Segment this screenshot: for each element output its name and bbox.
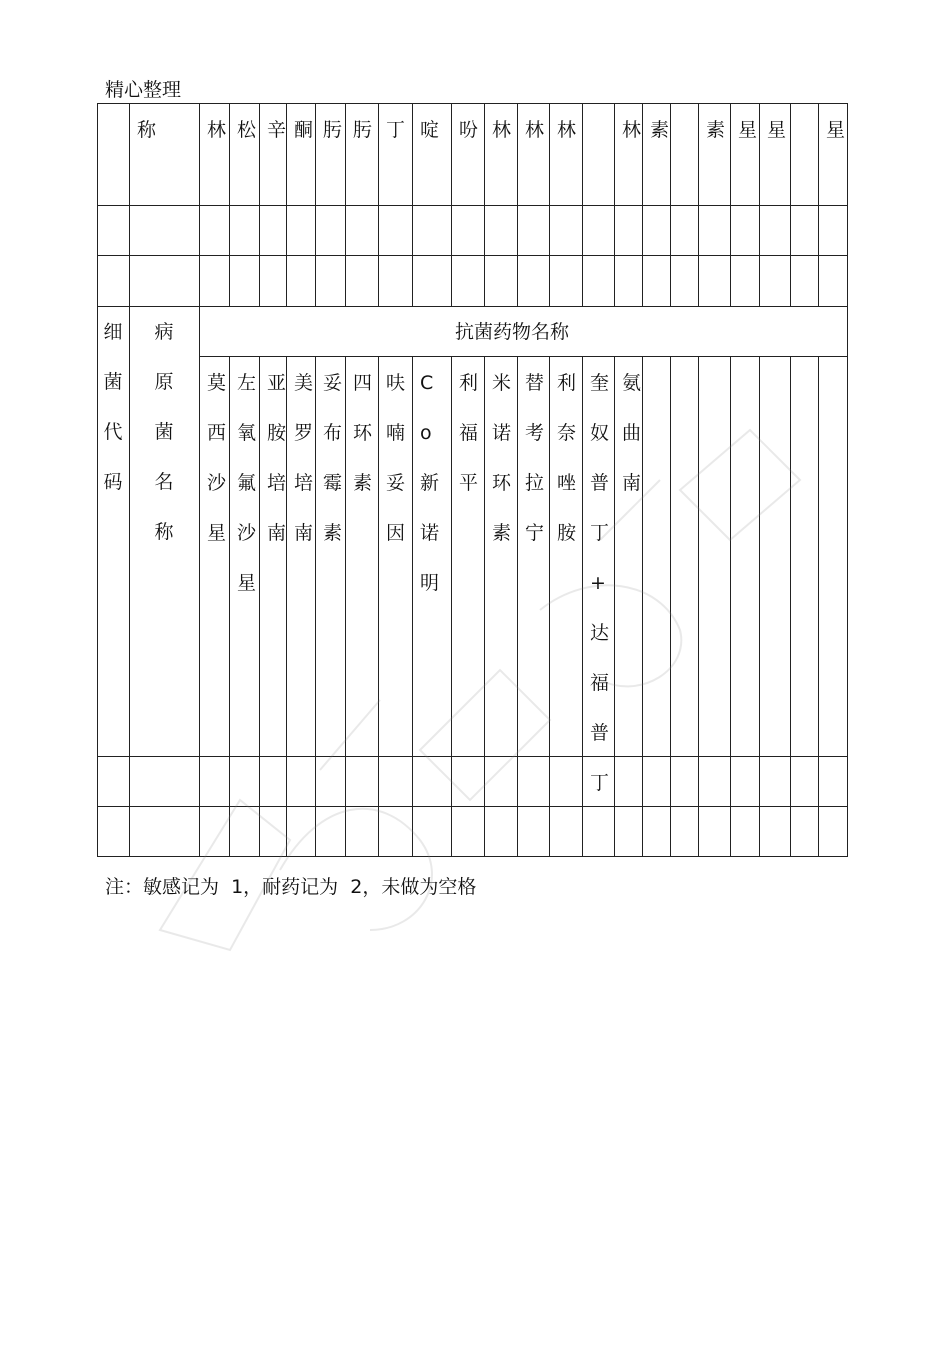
header-char: 素 — [650, 119, 670, 141]
table-col-line — [345, 103, 346, 306]
table-col-line — [759, 103, 760, 306]
table-row-line — [97, 205, 847, 206]
drug-name: 美 罗 培 南 — [294, 372, 314, 544]
table-col-line — [818, 103, 819, 306]
table-row-line — [97, 306, 847, 307]
drug-name: 替 考 拉 宁 — [525, 372, 545, 544]
header-char: 肟 — [323, 119, 343, 141]
drug-name: 左 氧 氟 沙 星 — [237, 372, 257, 594]
header-char: 酮 — [294, 119, 314, 141]
table-col-line — [670, 103, 671, 306]
table-col-line — [199, 103, 200, 857]
header-char: 林 — [622, 119, 642, 141]
pathogen-name-header: 病 原 菌 名 称 — [154, 321, 174, 543]
drug-name: 呋 喃 妥 因 — [386, 372, 406, 544]
drug-name: 米 诺 环 素 — [492, 372, 512, 544]
table-row-line — [97, 806, 847, 807]
header-char: 吩 — [459, 119, 479, 141]
table-col-line — [582, 103, 583, 306]
footnote: 注：敏感记为 1，耐药记为 2，未做为空格 — [105, 876, 477, 898]
header-char: 星 — [738, 119, 758, 141]
header-char: 啶 — [420, 119, 440, 141]
group-header: 抗菌药物名称 — [455, 321, 570, 343]
drug-name: 妥 布 霉 素 — [323, 372, 343, 544]
table-col-line — [759, 356, 760, 857]
table-col-line — [730, 356, 731, 857]
drug-name: 氨 曲 南 — [622, 372, 642, 494]
table-col-line — [315, 103, 316, 306]
header-char: 素 — [706, 119, 726, 141]
header-char: 星 — [767, 119, 787, 141]
header-char: 辛 — [267, 119, 287, 141]
drug-name: 亚 胺 培 南 — [267, 372, 287, 544]
header-char: 丁 — [386, 119, 406, 141]
header-char: 松 — [237, 119, 257, 141]
table-col-line — [259, 103, 260, 306]
table-row-line — [97, 103, 847, 104]
table-col-line — [229, 103, 230, 306]
page-header: 精心整理 — [105, 79, 182, 101]
table-row-line — [97, 255, 847, 256]
table-col-line — [698, 103, 699, 306]
table-row-line — [97, 756, 847, 757]
table-col-line — [451, 103, 452, 306]
table-col-line — [484, 103, 485, 306]
header-char: 肟 — [353, 119, 373, 141]
table-col-line — [286, 103, 287, 306]
table-row-line — [97, 856, 847, 857]
header-char: 林 — [525, 119, 545, 141]
table-col-line — [378, 103, 379, 306]
table-col-line — [670, 356, 671, 857]
header-char: 林 — [557, 119, 577, 141]
table-col-line — [549, 103, 550, 306]
drug-name: 四 环 素 — [353, 372, 373, 494]
drug-name: 奎 奴 普 丁 + 达 福 普 丁 — [590, 372, 610, 794]
table-col-line — [517, 103, 518, 306]
drug-name: 莫 西 沙 星 — [207, 372, 227, 544]
header-char: 林 — [492, 119, 512, 141]
table-col-line — [129, 103, 130, 857]
drug-name: 利 奈 唑 胺 — [557, 372, 577, 544]
drug-name: C o 新 诺 明 — [420, 372, 440, 594]
table-col-line — [790, 356, 791, 857]
header-char: 星 — [826, 119, 846, 141]
table-col-line — [847, 103, 848, 857]
table-col-line — [698, 356, 699, 857]
header-char: 称 — [137, 119, 157, 141]
table-col-line — [642, 103, 643, 306]
table-col-line — [412, 103, 413, 306]
table-col-line — [614, 103, 615, 306]
table-col-line — [730, 103, 731, 306]
table-col-line — [818, 356, 819, 857]
table-col-line — [790, 103, 791, 306]
drug-name: 利 福 平 — [459, 372, 479, 494]
header-char: 林 — [207, 119, 227, 141]
table-row-line — [199, 356, 847, 357]
bacteria-code-header: 细 菌 代 码 — [103, 321, 123, 493]
